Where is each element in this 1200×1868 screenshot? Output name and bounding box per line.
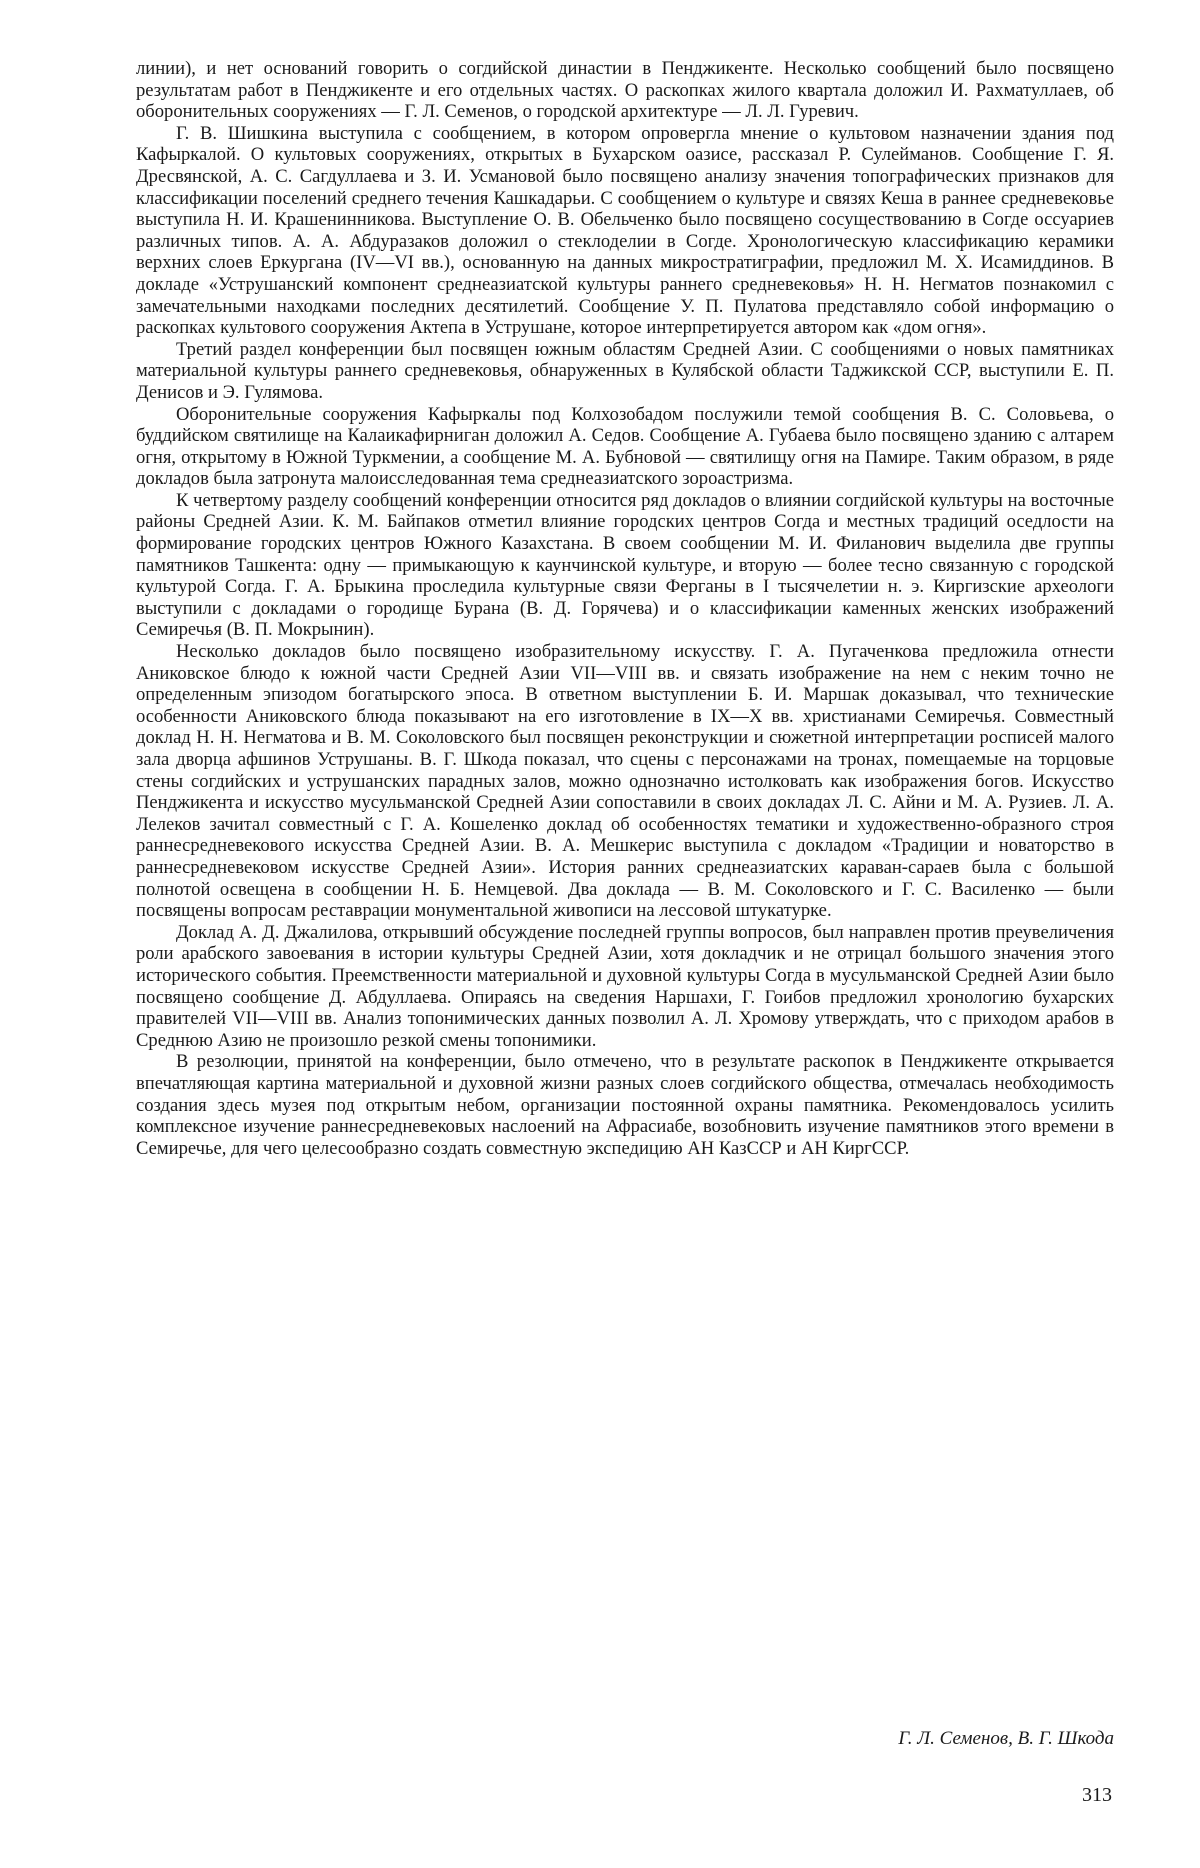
author-signature: Г. Л. Семенов, В. Г. Шкода — [898, 1728, 1114, 1749]
paragraph-8: В резолюции, принятой на конференции, было отмечено, что в результате раскопок в Пенджикенте открывается впечатляющая картина материальной и духовной жизни разных слоев согдийского общества, отмечалась необходимость создания здесь музея под открытым небом, организации постоянной охраны памятника. Рекомендовалось усилить комплексное изучение раннесредневековых наслоений на Афрасиабе, возобновить изучение памятников этого времени в Семиречье, для чего целесообразно создать совместную экспедицию АН КазССР и АН КиргССР. — [136, 1051, 1114, 1159]
article-body — [136, 58, 1114, 1159]
paragraph-2: Г. В. Шишкина выступила с сообщением, в котором опровергла мнение о культовом назначении здания под Кафыркалой. О культовых сооружениях, открытых в Бухарском оазисе, рассказал Р. Сулейманов. Сообщение Г. Я. Дресвянской, А. С. Сагдуллаева и З. И. Усмановой было посвящено анализу значения топографических признаков для классификации поселений среднего течения Кашкадарьи. С сообщением о культуре и связях Кеша в раннее средневековье выступила Н. И. Крашенинникова. Выступление О. В. Обельченко было посвящено сосуществованию в Согде оссуариев различных типов. А. А. Абдуразаков доложил о стеклоделии в Согде. Хронологическую классификацию керамики верхних слоев Еркургана (IV—VI вв.), основанную на данных микростратиграфии, предложил М. Х. Исамиддинов. В докладе «Уструшанский компонент среднеазиатской культуры раннего средневековья» Н. Н. Негматов познакомил с замечательными находками последних десятилетий. Сообщение У. П. Пулатова представляло собой информацию о раскопках культового сооружения Актепа в Уструшане, которое интерпретируется автором как «дом огня». — [136, 122, 1114, 339]
paragraph-7: Доклад А. Д. Джалилова, открывший обсуждение последней группы вопросов, был направлен против преувеличения роли арабского завоевания в истории культуры Средней Азии, хотя докладчик и не отрицал большого значения этого исторического события. Преемственности материальной и духовной культуры Согда в мусульманской Средней Азии было посвящено сообщение Д. Абдуллаева. Опираясь на сведения Наршахи, Г. Гоибов предложил хронологию бухарских правителей VII—VIII вв. Анализ топонимических данных позволил А. Л. Хромову утверждать, что с приходом арабов в Среднюю Азию не произошло резкой смены топонимики. — [136, 921, 1114, 1051]
page-number: 313 — [1082, 1784, 1112, 1806]
paragraph-3: Третий раздел конференции был посвящен южным областям Средней Азии. С сообщениями о новых памятниках материальной культуры раннего средневековья, обнаруженных в Кулябской области Таджикской ССР, выступили Е. П. Денисов и Э. Гулямова. — [136, 338, 1114, 403]
paragraph-5: К четвертому разделу сообщений конференции относится ряд докладов о влиянии согдийской культуры на восточные районы Средней Азии. К. М. Байпаков отметил влияние городских центров Согда и местных традиций оседлости на формирование городских центров Южного Казахстана. В своем сообщении М. И. Филанович выделила две группы памятников Ташкента: одну — примыкающую к каунчинской культуре, и вторую — более тесно связанную с городской культурой Согда. Г. А. Брыкина проследила культурные связи Ферганы в I тысячелетии н. э. Киргизские археологи выступили с докладами о городище Бурана (В. Д. Горячева) и о классификации каменных женских изображений Семиречья (В. П. Мокрынин). — [136, 489, 1114, 641]
paragraph-6: Несколько докладов было посвящено изобразительному искусству. Г. А. Пугаченкова предложила отнести Аниковское блюдо к южной части Средней Азии VII—VIII вв. и связать изображение на нем с неким точно не определенным эпизодом богатырского эпоса. В ответном выступлении Б. И. Маршак доказывал, что технические особенности Аниковского блюда показывают на его изготовление в IX—X вв. христианами Семиречья. Совместный доклад Н. Н. Негматова и В. М. Соколовского был посвящен реконструкции и сюжетной интерпретации росписей малого зала дворца афшинов Уструшаны. В. Г. Шкода показал, что сцены с персонажами на тронах, помещаемые на торцовые стены согдийских и уструшанских парадных залов, можно однозначно истолковать как изображения богов. Искусство Пенджикента и искусство мусульманской Средней Азии сопоставили в своих докладах Л. С. Айни и М. А. Рузиев. Л. А. Лелеков зачитал совместный с Г. А. Кошеленко доклад об особенностях тематики и художественно-образного строя раннесредневекового искусства Средней Азии. В. А. Мешкерис выступила с докладом «Традиции и новаторство в раннесредневековом искусстве Средней Азии». История ранних среднеазиатских караван-сараев была с большой полнотой освещена в сообщении Н. Б. Немцевой. Два доклада — В. М. Соколовского и Г. С. Василенко — были посвящены вопросам реставрации монументальной живописи на лессовой штукатурке. — [136, 641, 1114, 922]
paragraph-4: Оборонительные сооружения Кафыркалы под Колхозобадом послужили темой сообщения В. С. Соловьева, о буддийском святилище на Калаикафирниган доложил А. Седов. Сообщение А. Губаева было посвящено зданию с алтарем огня, открытому в Южной Туркмении, а сообщение М. А. Бубновой — святилищу огня на Памире. Таким образом, в ряде докладов была затронута малоисследованная тема среднеазиатского зороастризма. — [136, 403, 1114, 490]
paragraph-1: линии), и нет оснований говорить о согдийской династии в Пенджикенте. Несколько сообщений было посвящено результатам работ в Пенджикенте и его отдельных частях. О раскопках жилого квартала доложил И. Рахматуллаев, об оборонительных сооружениях — Г. Л. Семенов, о городской архитектуре — Л. Л. Гуревич. — [136, 58, 1114, 123]
